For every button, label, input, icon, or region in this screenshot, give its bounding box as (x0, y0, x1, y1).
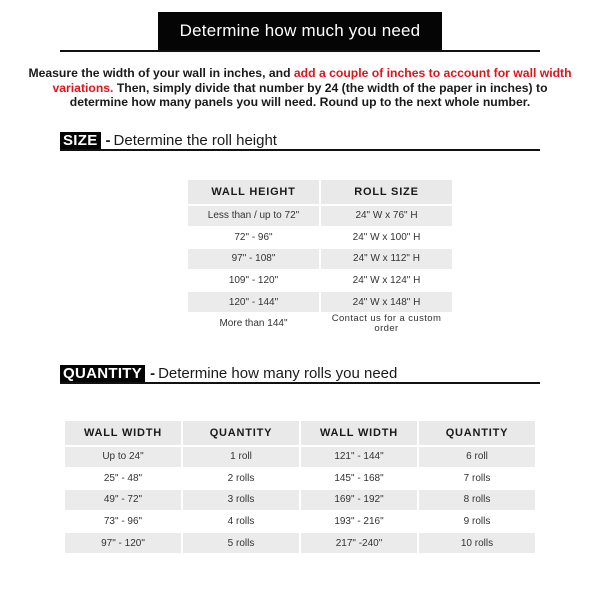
roll-size-cell: 24" W x 112" H (321, 249, 452, 269)
quantity-cell (183, 555, 299, 575)
quantity-description: Determine how many rolls you need (158, 365, 398, 382)
quantity-cell: 2 rolls (183, 469, 299, 489)
quantity-table (63, 419, 537, 577)
wall-height-cell: Less than / up to 72" (188, 206, 319, 226)
table-row (188, 292, 452, 312)
roll-size-cell: 24" W x 148" H (321, 292, 452, 312)
quantity-tag: QUANTITY (60, 365, 145, 382)
wall-height-cell: 120" - 144" (188, 292, 319, 312)
qty-header-quantity-1: QUANTITY (183, 421, 299, 445)
wall-height-cell: 109" - 120" (188, 271, 319, 291)
table-row (65, 512, 535, 532)
quantity-cell: 9 rolls (419, 512, 535, 532)
quantity-cell: 1 roll (183, 447, 299, 467)
roll-size-cell: Contact us for a custom order (321, 314, 452, 334)
table-row (188, 206, 452, 226)
wall-width-cell: 49" - 72" (65, 490, 181, 510)
qty-header-wall-width-2: WALL WIDTH (301, 421, 417, 445)
size-table-header-row (188, 180, 452, 204)
page-title: Determine how much you need (158, 12, 442, 50)
quantity-cell: 8 rolls (419, 490, 535, 510)
quantity-section-rule (60, 382, 540, 384)
table-row (188, 314, 452, 334)
size-section-rule (60, 149, 540, 151)
quantity-cell: 6 roll (419, 447, 535, 467)
wall-width-cell (65, 555, 181, 575)
size-header-wall-height: WALL HEIGHT (188, 180, 319, 204)
size-table (186, 178, 454, 336)
intro-highlight: add a couple of inches to account for wall width variations. (52, 66, 572, 95)
quantity-cell (419, 555, 535, 575)
table-row (65, 447, 535, 467)
quantity-cell: 7 rolls (419, 469, 535, 489)
roll-size-cell: 24" W x 76" H (321, 206, 452, 226)
wall-width-cell: 97" - 120" (65, 533, 181, 553)
table-row (188, 271, 452, 291)
quantity-dash: - (150, 365, 156, 382)
intro-text-2: Then, simply divide that number by 24 (the width of the paper in inches) to determine how many panels you will need. Round up to the next whole number. (69, 80, 548, 109)
title-underline (60, 50, 540, 52)
size-tag: SIZE (60, 132, 101, 149)
quantity-table-header-row (65, 421, 535, 445)
size-header-roll-size: ROLL SIZE (321, 180, 452, 204)
wall-height-cell: 72" - 96" (188, 228, 319, 248)
wall-width-cell: 121" - 144" (301, 447, 417, 467)
wall-width-cell: 193" - 216" (301, 512, 417, 532)
roll-size-cell: 24" W x 124" H (321, 271, 452, 291)
table-row (65, 469, 535, 489)
intro-paragraph (28, 66, 572, 110)
size-section-heading (60, 132, 277, 149)
wall-width-cell: 217" -240" (301, 533, 417, 553)
table-row (65, 490, 535, 510)
table-row (188, 228, 452, 248)
size-dash: - (105, 132, 111, 149)
size-description: Determine the roll height (113, 132, 277, 149)
wall-width-cell: 145" - 168" (301, 469, 417, 489)
quantity-cell: 5 rolls (183, 533, 299, 553)
wall-width-cell: 73" - 96" (65, 512, 181, 532)
wall-width-cell: 169" - 192" (301, 490, 417, 510)
qty-header-quantity-2: QUANTITY (419, 421, 535, 445)
wall-width-cell: Up to 24" (65, 447, 181, 467)
quantity-cell: 4 rolls (183, 512, 299, 532)
wall-width-cell: 25" - 48" (65, 469, 181, 489)
wall-width-cell (301, 555, 417, 575)
qty-header-wall-width-1: WALL WIDTH (65, 421, 181, 445)
quantity-cell: 10 rolls (419, 533, 535, 553)
wall-height-cell: 97" - 108" (188, 249, 319, 269)
roll-size-cell: 24" W x 100" H (321, 228, 452, 248)
intro-text-1: Measure the width of your wall in inches, and (28, 66, 294, 80)
table-row (65, 555, 535, 575)
wall-height-cell: More than 144" (188, 314, 319, 334)
table-row (188, 249, 452, 269)
table-row (65, 533, 535, 553)
quantity-section-heading (60, 365, 397, 382)
quantity-cell: 3 rolls (183, 490, 299, 510)
